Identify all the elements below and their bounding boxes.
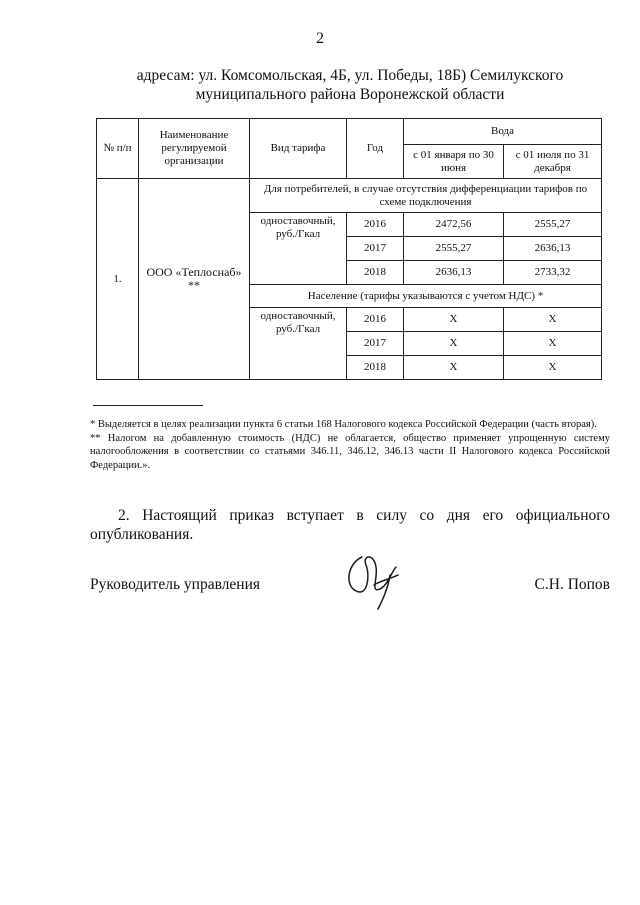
value-cell: 2555,27 [504,213,602,237]
year-cell: 2017 [347,332,404,356]
year-cell: 2016 [347,308,404,332]
value-cell: 2636,13 [404,261,504,285]
row-number: 1. [97,179,139,380]
header-line-1: адресам: ул. Комсомольская, 4Б, ул. Победы, 18Б) Семилукского [136,67,564,84]
value-cell: 2472,56 [404,213,504,237]
col-header-org: Наименование регулируемой организации [139,119,250,179]
value-cell: Х [504,332,602,356]
org-footnote-mark: ** [188,278,200,292]
footnote-2: ** Налогом на добавленную стоимость (НДС) не облагается, общество применяет упрощенную систему налогообложения в соответствии со статьями 346.11, 346.12, 346.13 части II Налогового кодекса Российской Федерации.». [90,432,610,471]
signatory-name: С.Н. Попов [534,576,610,593]
footnote-divider [93,405,203,406]
header-line-2: муниципального района Воронежской области [195,86,505,103]
org-name: ООО «Теплоснаб» [146,265,242,279]
value-cell: Х [404,308,504,332]
section-title-population: Население (тарифы указываются с учетом НДС) * [250,285,602,308]
section-title-consumers: Для потребителей, в случае отсутствия дифференциации тарифов по схеме подключения [250,179,602,213]
value-cell: Х [404,356,504,380]
value-cell: 2636,13 [504,237,602,261]
tariff-type-cell: одноставочный, руб./Гкал [250,308,347,380]
page-number: 2 [316,30,324,47]
value-cell: Х [504,356,602,380]
value-cell: 2555,27 [404,237,504,261]
col-header-tariff: Вид тарифа [250,119,347,179]
handwritten-signature [340,545,410,615]
paragraph-2: 2. Настоящий приказ вступает в силу со дня его официального опубликования. [90,507,610,543]
tariff-table [96,118,602,380]
footnote-1: * Выделяется в целях реализации пункта 6 статьи 168 Налогового кодекса Российской Федерации (часть вторая). [90,419,597,430]
page-header [90,66,610,104]
col-header-year: Год [347,119,404,179]
tariff-type-cell: одноставочный, руб./Гкал [250,213,347,285]
year-cell: 2018 [347,261,404,285]
year-cell: 2018 [347,356,404,380]
footnotes [90,418,610,472]
col-header-water: Вода [404,119,602,145]
value-cell: Х [504,308,602,332]
value-cell: Х [404,332,504,356]
org-name-cell [139,179,250,380]
col-header-period-1: с 01 января по 30 июня [404,145,504,179]
year-cell: 2016 [347,213,404,237]
signatory-position: Руководитель управления [90,576,261,593]
value-cell: 2733,32 [504,261,602,285]
col-header-period-2: с 01 июля по 31 декабря [504,145,602,179]
col-header-num: № п/п [97,119,139,179]
year-cell: 2017 [347,237,404,261]
